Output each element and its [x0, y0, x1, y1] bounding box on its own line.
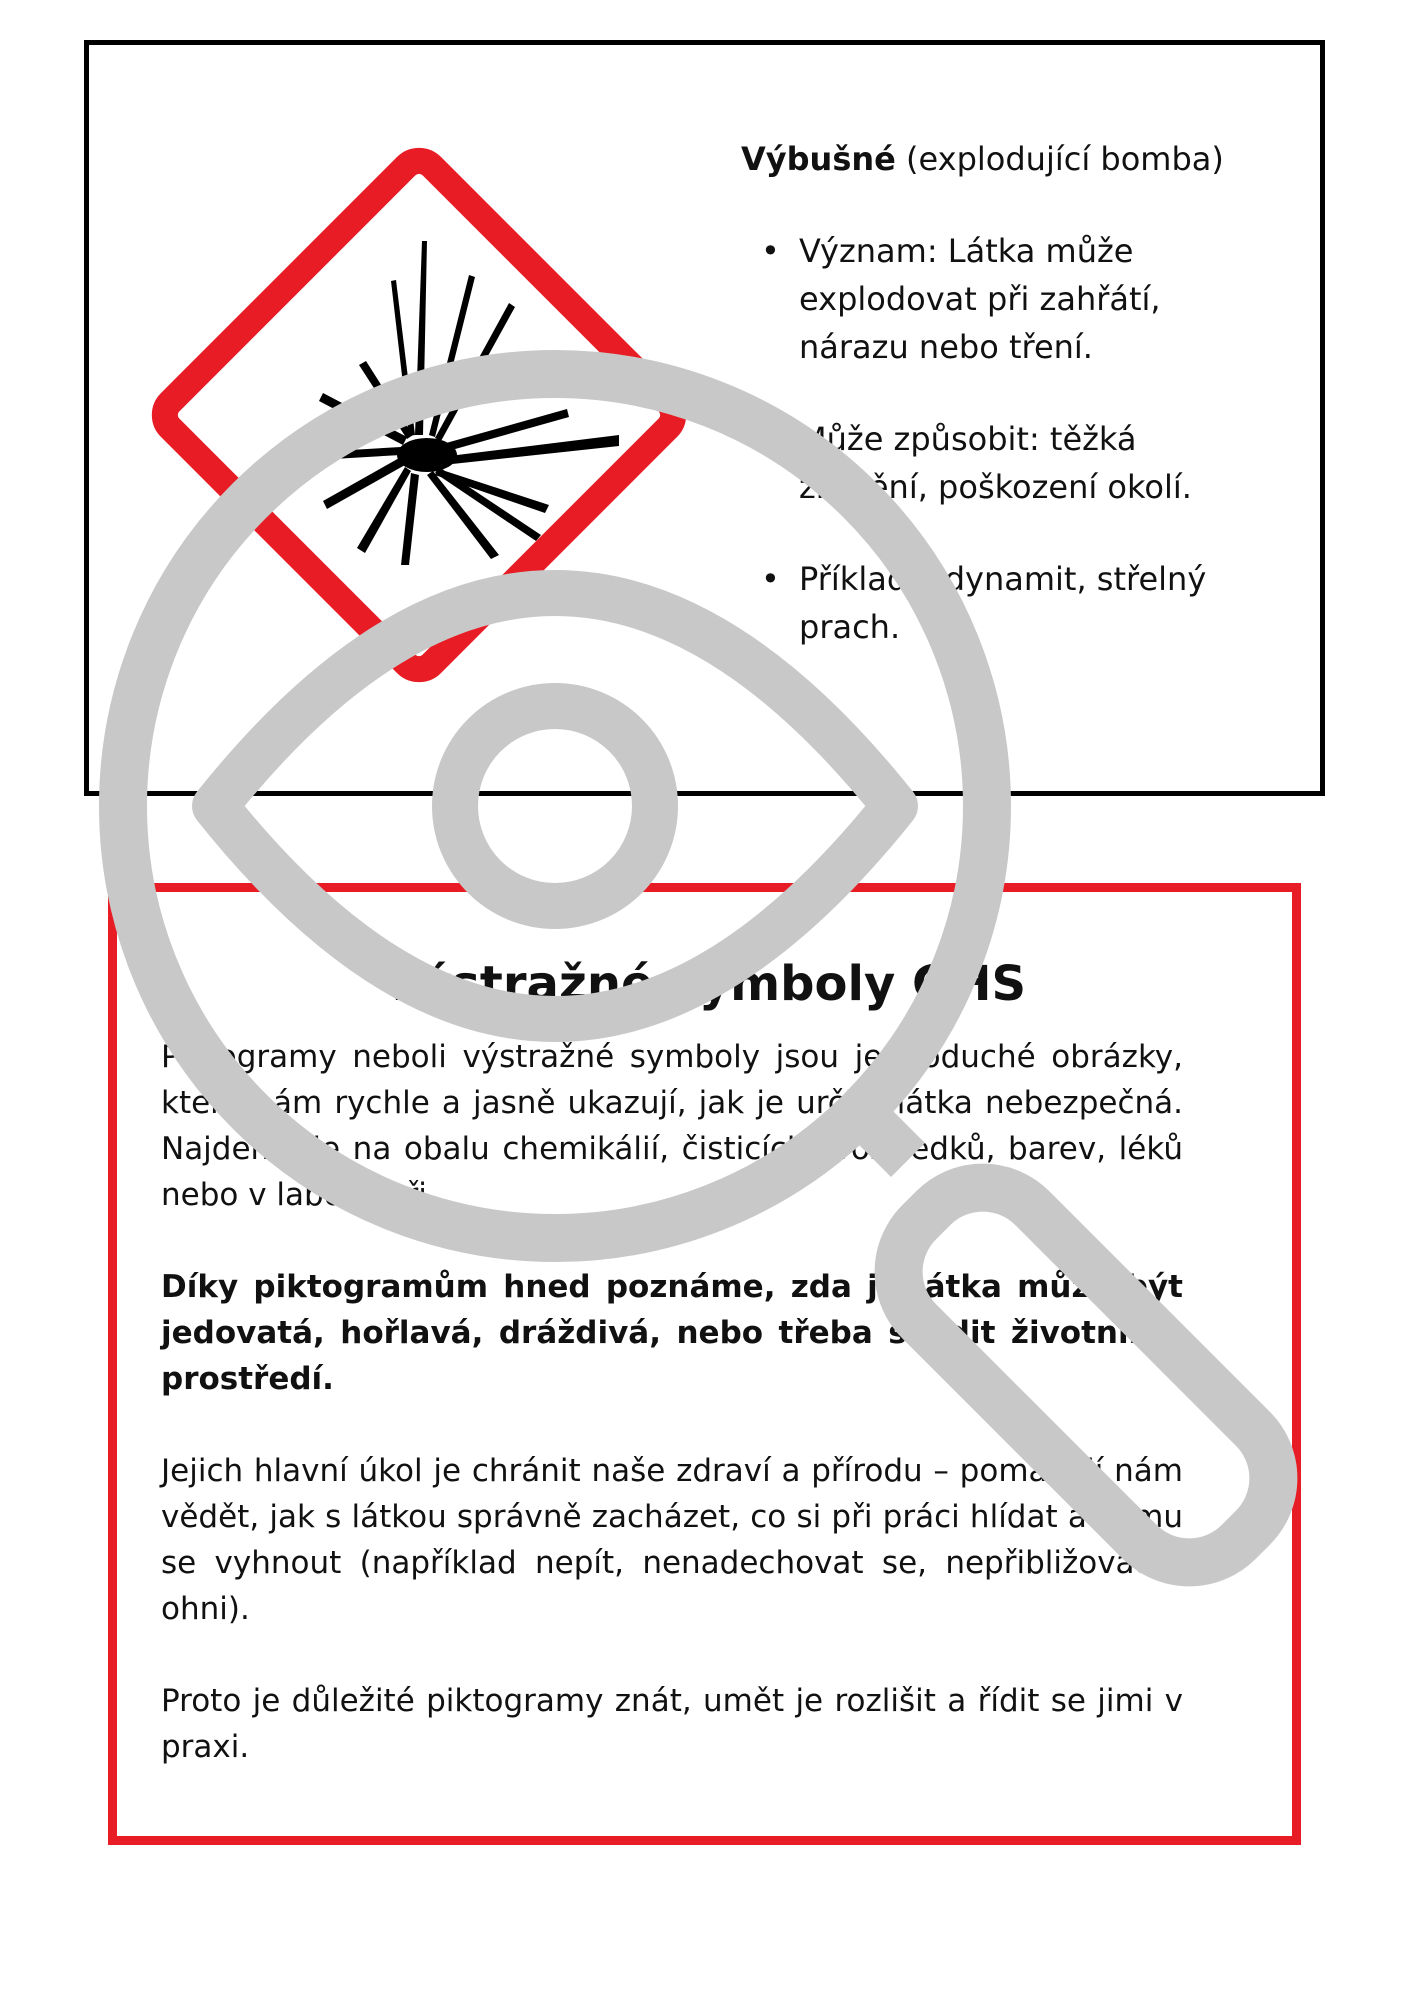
paragraph-purpose: Jejich hlavní úkol je chránit naše zdraví a přírodu – pomáhají nám vědět, jak s látkou správně zacházet, co si při práci hlídat a čemu se vyhnout (například nepít, nenadechovat se, nepřibližovat k ohni).: [161, 1453, 1183, 1627]
exploding-bomb-icon: [139, 135, 699, 695]
hazard-bullet-list: [741, 227, 1261, 651]
bullet-icon: •: [761, 560, 780, 598]
info-body: [161, 1034, 1183, 1816]
bullet-effects: Může způsobit: těžká zranění, poškození okolí.: [799, 420, 1192, 506]
bullet-icon: •: [761, 420, 780, 458]
hazard-title: [741, 135, 1261, 183]
hazard-card: [84, 40, 1325, 796]
bullet-icon: •: [761, 232, 780, 270]
info-card: [108, 883, 1301, 1845]
hazard-description: [741, 135, 1261, 695]
paragraph-conclusion: Proto je důležité piktogramy znát, umět je rozlišit a řídit se jimi v praxi.: [161, 1683, 1183, 1765]
hazard-title-rest: (explodující bomba): [895, 140, 1224, 178]
info-heading: Výstražné symboly GHS: [382, 956, 1027, 1012]
hazard-title-bold: Výbušné: [741, 140, 896, 178]
list-item: [741, 415, 1261, 511]
list-item: [741, 555, 1261, 651]
paragraph-intro: Piktogramy neboli výstražné symboly jsou jednoduché obrázky, které nám rychle a jasně ukazují, jak je určitá látka nebezpečná. Najdeme je na obalu chemikálií, čisticích prostředků, barev, léků nebo v laboratoři.: [161, 1039, 1183, 1213]
bullet-meaning: Význam: Látka může explodovat při zahřátí, nárazu nebo tření.: [799, 232, 1161, 366]
paragraph-highlight: Díky piktogramům hned poznáme, zda je látka může být jedovatá, hořlavá, dráždivá, nebo třeba škodit životnímu prostředí.: [161, 1269, 1183, 1397]
bullet-examples: Příklady: dynamit, střelný prach.: [799, 560, 1207, 646]
list-item: [741, 227, 1261, 371]
